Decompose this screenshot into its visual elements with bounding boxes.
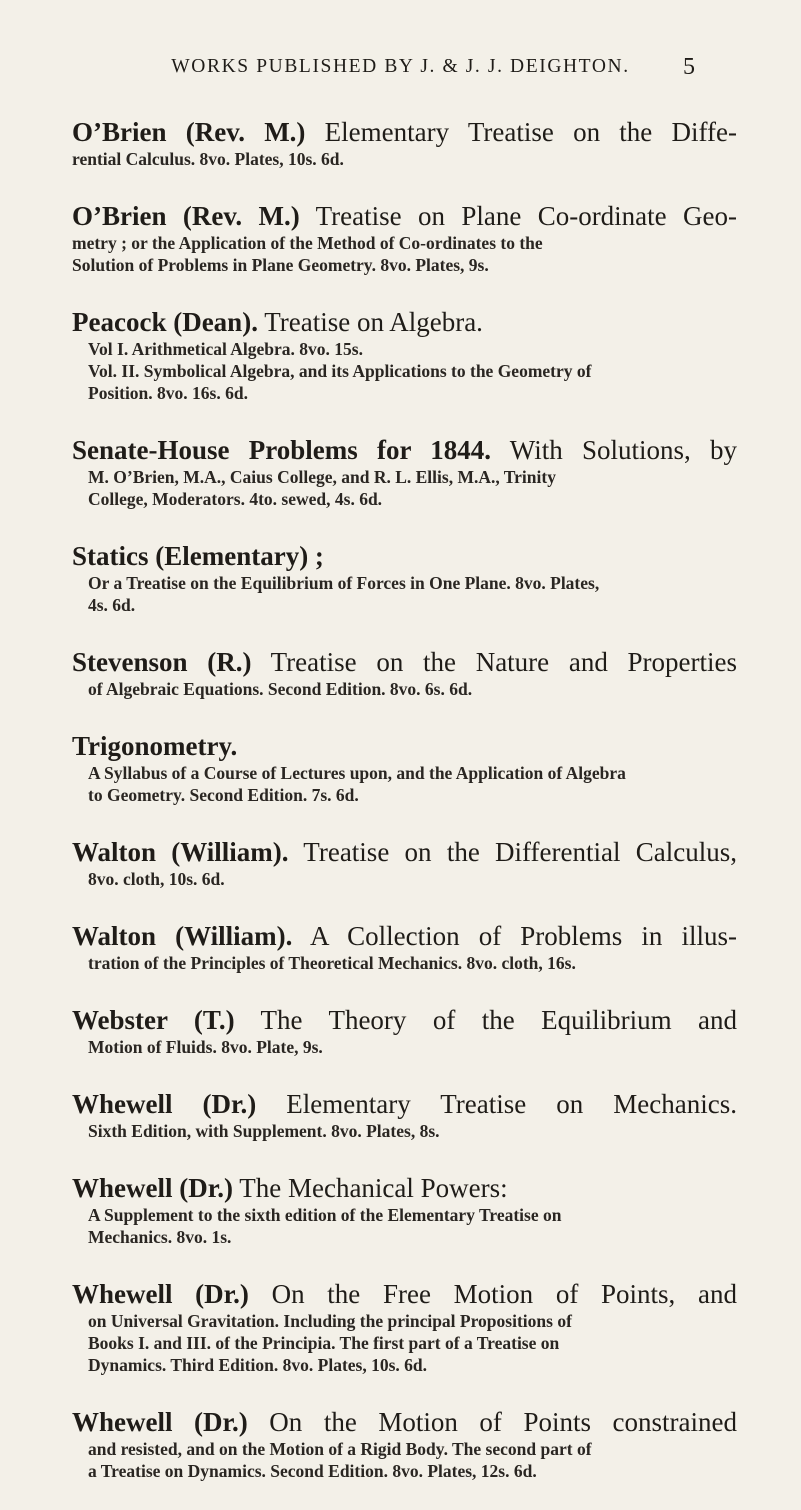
entry-title <box>72 730 737 762</box>
entry-author: O’Brien (Rev. M.) <box>72 201 300 231</box>
entry-title <box>72 1088 737 1120</box>
entry-author: Walton (William). <box>72 837 289 867</box>
catalogue-entry <box>72 434 737 510</box>
catalogue-entry <box>72 920 737 974</box>
catalogue-entry <box>72 1088 737 1142</box>
entry-title <box>72 836 737 868</box>
catalogue-entry <box>72 646 737 700</box>
catalogue-entry <box>72 1004 737 1058</box>
catalogue-entries <box>72 116 737 1510</box>
catalogue-entry <box>72 836 737 890</box>
entry-line: 8vo. cloth, 10s. 6d. <box>88 869 225 889</box>
catalogue-entry <box>72 730 737 806</box>
entry-line: Mechanics. 8vo. 1s. <box>88 1227 232 1247</box>
entry-work: The Mechanical Powers: <box>232 1173 508 1203</box>
entry-work: Elementary Treatise on Mechanics. <box>256 1089 737 1119</box>
page-number: 5 <box>683 54 695 80</box>
entry-author: Senate-House Problems for 1844. <box>72 435 492 465</box>
entry-title <box>72 306 737 338</box>
entry-title <box>72 434 737 466</box>
entry-line: Dynamics. Third Edition. 8vo. Plates, 10s. 6d. <box>88 1355 428 1375</box>
entry-work: With Solutions, by <box>491 435 738 465</box>
catalogue-entry <box>72 306 737 404</box>
entry-title <box>72 1406 737 1438</box>
entry-line: M. O’Brien, M.A., Caius College, and R. L. Ellis, M.A., Trinity <box>88 467 556 487</box>
entry-work: Treatise on the Differential Calculus, <box>288 837 737 867</box>
entry-line: to Geometry. Second Edition. 7s. 6d. <box>88 785 359 805</box>
entry-line: tration of the Principles of Theoretical Mechanics. 8vo. cloth, 16s. <box>88 953 576 973</box>
entry-author: Statics (Elementary) ; <box>72 541 324 571</box>
entry-line: and resisted, and on the Motion of a Rigid Body. The second part of <box>88 1439 592 1459</box>
entry-author: Whewell (Dr.) <box>72 1089 257 1119</box>
entry-work: Treatise on Plane Co-ordinate Geo- <box>299 201 737 231</box>
entry-line: Books I. and III. of the Principia. The first part of a Treatise on <box>88 1333 560 1353</box>
running-title: WORKS PUBLISHED BY J. & J. J. DEIGHTON. <box>171 56 630 77</box>
entry-line: Vol. II. Symbolical Algebra, and its Applications to the Geometry of <box>88 361 592 381</box>
running-header <box>0 54 801 84</box>
catalogue-entry <box>72 1406 737 1482</box>
catalogue-entry <box>72 1278 737 1376</box>
entry-line: metry ; or the Application of the Method of Co-ordinates to the <box>72 233 543 253</box>
entry-author: Whewell (Dr.) <box>72 1407 248 1437</box>
entry-line: on Universal Gravitation. Including the principal Propositions of <box>88 1311 572 1331</box>
entry-line: 4s. 6d. <box>88 595 136 615</box>
entry-title <box>72 1004 737 1036</box>
entry-author: Whewell (Dr.) <box>72 1279 249 1309</box>
entry-title <box>72 920 737 952</box>
entry-line: Position. 8vo. 16s. 6d. <box>88 383 248 403</box>
entry-author: O’Brien (Rev. M.) <box>72 117 306 147</box>
catalogue-entry <box>72 116 737 170</box>
entry-title <box>72 1172 737 1204</box>
entry-line: of Algebraic Equations. Second Edition. 8vo. 6s. 6d. <box>88 679 473 699</box>
entry-author: Stevenson (R.) <box>72 647 252 677</box>
entry-title <box>72 646 737 678</box>
catalogue-entry <box>72 540 737 616</box>
entry-line: A Syllabus of a Course of Lectures upon, and the Application of Algebra <box>88 763 626 783</box>
entry-line: A Supplement to the sixth edition of the Elementary Treatise on <box>88 1205 562 1225</box>
entry-line: a Treatise on Dynamics. Second Edition. 8vo. Plates, 12s. 6d. <box>88 1461 537 1481</box>
entry-line: rential Calculus. 8vo. Plates, 10s. 6d. <box>72 149 344 169</box>
entry-author: Walton (William). <box>72 921 293 951</box>
entry-author: Peacock (Dean). <box>72 307 258 337</box>
entry-line: Sixth Edition, with Supplement. 8vo. Plates, 8s. <box>88 1121 440 1141</box>
catalogue-entry <box>72 200 737 276</box>
entry-work: On the Free Motion of Points, and <box>248 1279 737 1309</box>
entry-title <box>72 116 737 148</box>
entry-line: College, Moderators. 4to. sewed, 4s. 6d. <box>88 489 383 509</box>
entry-work: A Collection of Problems in illus- <box>292 921 738 951</box>
entry-title <box>72 200 737 232</box>
entry-work: On the Motion of Points constrained <box>247 1407 737 1437</box>
entry-work: The Theory of the Equilibrium and <box>234 1005 737 1035</box>
entry-author: Trigonometry. <box>72 731 238 761</box>
catalogue-entry <box>72 1172 737 1248</box>
entry-title <box>72 1278 737 1310</box>
entry-work: Treatise on Algebra. <box>257 307 483 337</box>
entry-work: Treatise on the Nature and Properties <box>251 647 737 677</box>
entry-line: Solution of Problems in Plane Geometry. 8vo. Plates, 9s. <box>72 255 489 275</box>
entry-work: Elementary Treatise on the Diffe- <box>305 117 737 147</box>
entry-author: Whewell (Dr.) <box>72 1173 233 1203</box>
entry-title <box>72 540 737 572</box>
entry-author: Webster (T.) <box>72 1005 235 1035</box>
entry-line: Vol I. Arithmetical Algebra. 8vo. 15s. <box>88 339 363 359</box>
entry-line: Motion of Fluids. 8vo. Plate, 9s. <box>88 1037 323 1057</box>
entry-line: Or a Treatise on the Equilibrium of Forces in One Plane. 8vo. Plates, <box>88 573 600 593</box>
